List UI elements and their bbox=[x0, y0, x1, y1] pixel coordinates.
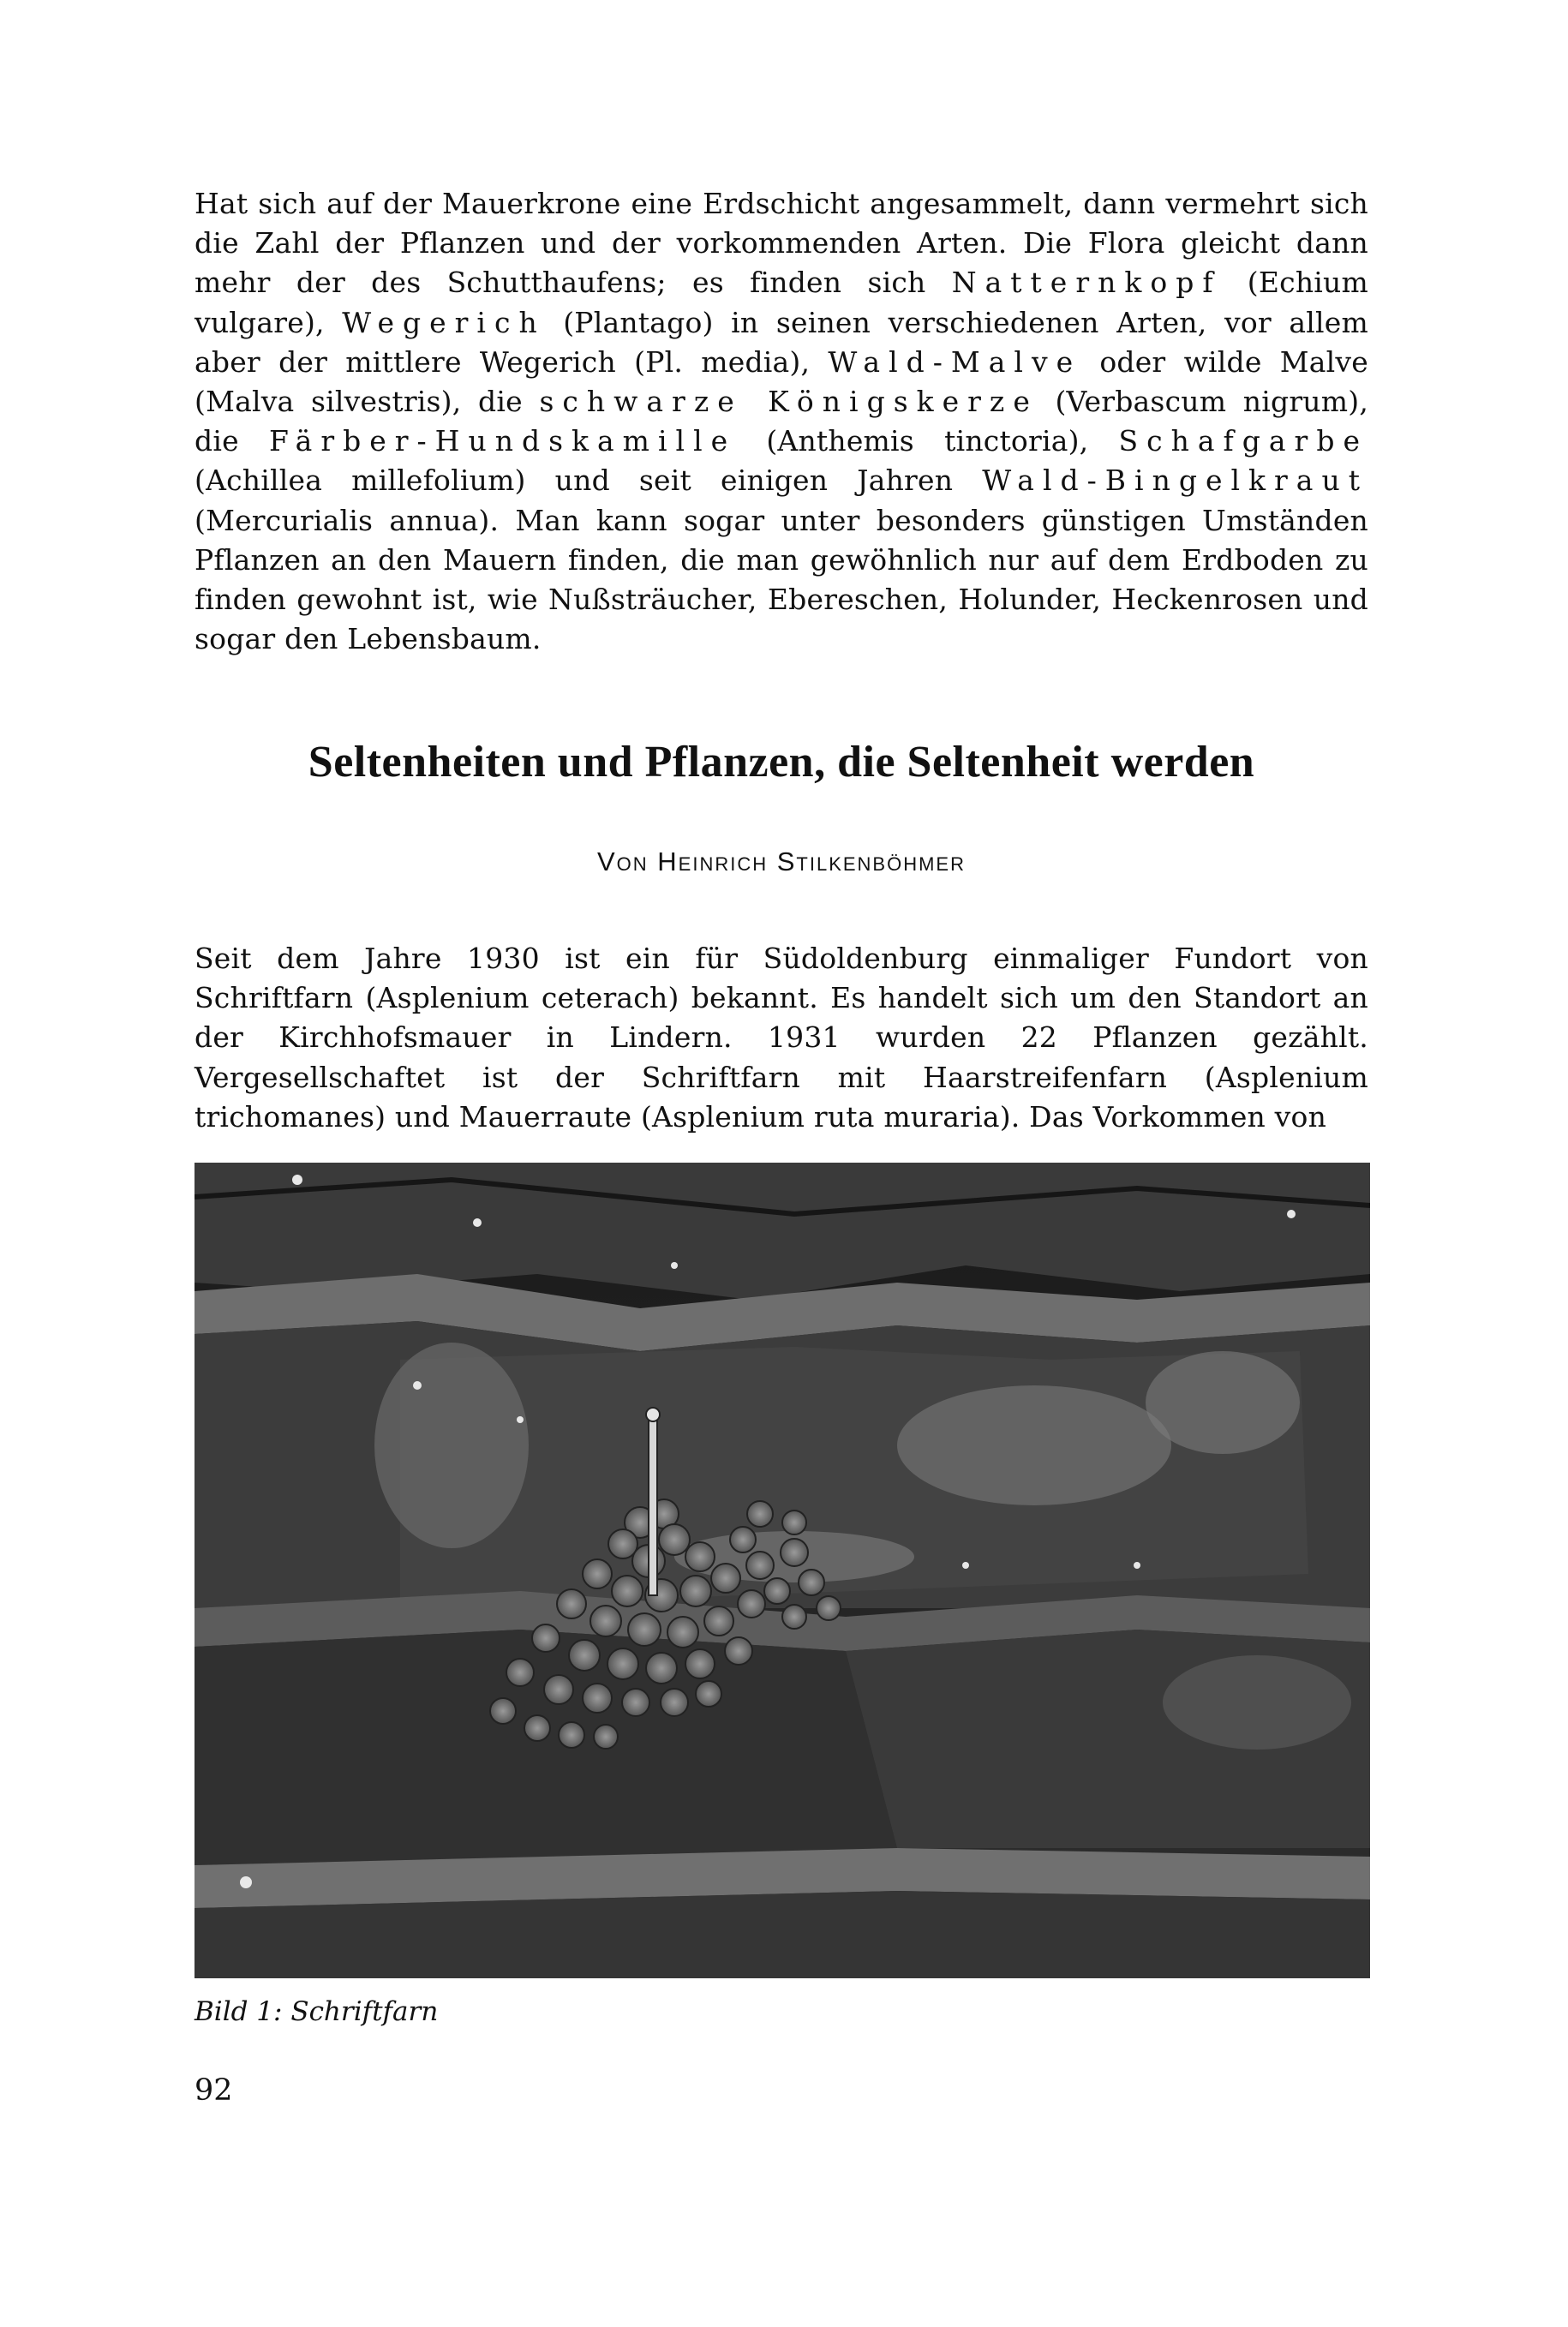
text-run: (Mercurialis annua). Man kann sogar unter besonders günstigen Umständen Pflanzen an den Mauern finden, die man gewöhnlich nur auf dem Erdboden zu finden gewohnt ist, wie Nußsträucher, Ebereschen, Holunder, Heckenrosen und sogar den Lebensbaum. bbox=[195, 503, 1368, 656]
spaced-term-schafgarbe: Schafgarbe bbox=[1118, 424, 1368, 458]
paragraph-article bbox=[195, 939, 1368, 1137]
spaced-term-natternkopf: Natternkopf bbox=[951, 266, 1222, 300]
article-title: Seltenheiten und Pflanzen, die Seltenheit werden bbox=[308, 738, 1255, 787]
text-run: (Verbascum nigrum), die bbox=[195, 385, 1369, 458]
text-run: (Plantago) in seinen verschiedenen Arten, vor allem aber der mittlere Wegerich (Pl. media), bbox=[195, 305, 1368, 379]
spaced-term-wegerich: Wegerich bbox=[342, 305, 546, 339]
text-run: (Echium vulgare), bbox=[195, 266, 1368, 339]
paragraph-flora-text bbox=[195, 184, 1368, 659]
page-number: 92 bbox=[195, 2073, 233, 2108]
figure-caption: Bild 1: Schriftfarn bbox=[195, 1996, 439, 2027]
paragraph-flora bbox=[195, 184, 1368, 659]
spaced-term-koenigskerze: schwarze Königskerze bbox=[539, 385, 1038, 419]
text-run: (Achillea millefolium) und seit einigen Jahren bbox=[195, 464, 983, 498]
spaced-term-hundskamille: Färber-Hundskamille bbox=[268, 424, 737, 458]
spaced-term-bingelkraut: Wald-Bingelkraut bbox=[982, 464, 1368, 498]
article-author: Von Heinrich Stilkenböhmer bbox=[597, 846, 966, 876]
text-run: Hat sich auf der Mauerkrone eine Erdschicht angesammelt, dann vermehrt sich die Zahl der Pflanzen und der vorkommenden Arten. Die Flora gleicht dann mehr der des Schutthaufens; es finden sich bbox=[195, 187, 1368, 300]
text-run: oder wilde Malve (Malva silvestris), die bbox=[195, 344, 1368, 419]
spaced-term-wald-malve: Wald-Malve bbox=[828, 344, 1082, 379]
paragraph-article-text: Seit dem Jahre 1930 ist ein für Südoldenburg einmaliger Fundort von Schriftfarn (Asplenium ceterach) bekannt. Es handelt sich um den Standort an der Kirchhofsmauer in Lindern. 1931 wurden 22 Pflanzen gezählt. Vergesellschaftet ist der Schriftfarn mit Haarstreifenfarn (Asplenium trichomanes) und Mauerraute (Asplenium ruta muraria). Das Vorkommen von bbox=[195, 942, 1368, 1134]
photo-schriftfarn bbox=[195, 1163, 1370, 1978]
text-run: (Anthemis tinctoria), bbox=[736, 424, 1119, 458]
